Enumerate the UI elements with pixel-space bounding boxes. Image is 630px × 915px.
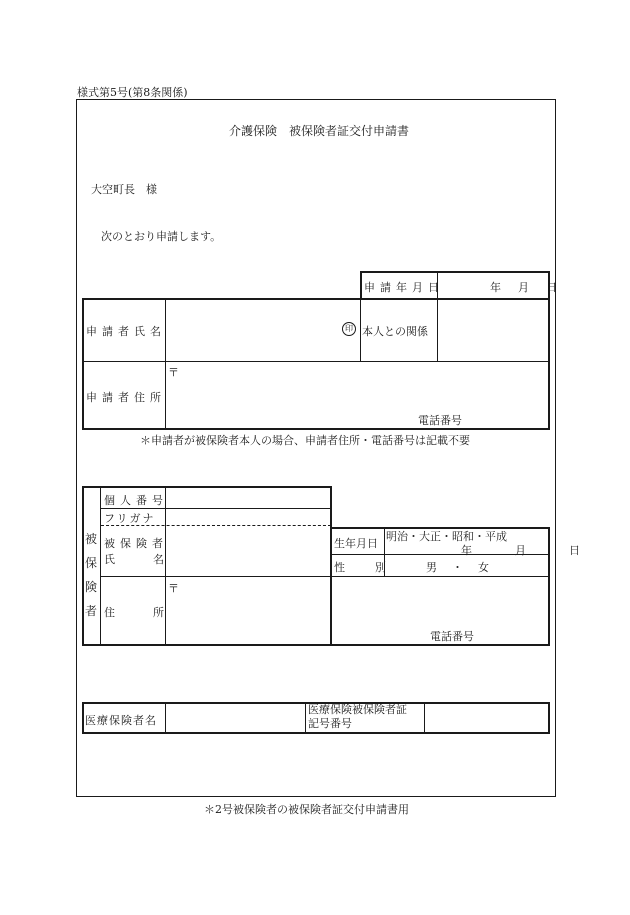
insured-name-label-2: 氏名	[104, 553, 202, 566]
applicant-address-label: 申請者住所	[86, 391, 166, 404]
relation-label: 本人との関係	[362, 325, 428, 338]
application-date-label: 申請年月日	[364, 281, 444, 294]
insured-name-label: 被保険者	[104, 537, 168, 550]
insured-side-label: 被 保 険 者	[85, 532, 98, 618]
insured-address-label: 住所	[104, 606, 202, 619]
applicant-name-field[interactable]	[167, 300, 337, 360]
medical-insurer-field[interactable]	[167, 704, 303, 732]
applicant-note: ＊申請者が被保険者本人の場合、申請者住所・電話番号は記載不要	[140, 434, 470, 447]
applicant-address-field[interactable]	[180, 364, 540, 404]
sex-label: 性別	[334, 561, 416, 574]
medical-insurer-label: 医療保険者名	[85, 714, 157, 727]
form-number: 様式第5号(第8条関係)	[77, 86, 188, 99]
birth-date-field[interactable]: 年 月 日	[461, 544, 596, 557]
form-title: 介護保険 被保険者証交付申請書	[229, 124, 410, 138]
seal-icon: 印	[342, 322, 356, 336]
addressee: 大空町長 様	[91, 183, 157, 196]
applicant-name-label: 申請者氏名	[86, 325, 166, 338]
footer-note: ＊2号被保険者の被保険者証交付申請書用	[204, 803, 409, 816]
insured-address-field[interactable]	[180, 580, 540, 620]
sex-options[interactable]: 男 ・ 女	[426, 561, 491, 574]
furigana-label: フリガナ	[104, 512, 156, 525]
intro-text: 次のとおり申請します。	[101, 230, 222, 243]
era-options[interactable]: 明治・大正・昭和・平成	[386, 530, 507, 543]
application-date-field[interactable]: 年 月 日	[490, 281, 560, 294]
form-frame	[76, 99, 556, 797]
personal-number-label: 個人番号	[104, 494, 168, 507]
furigana-field[interactable]	[167, 509, 327, 524]
insured-phone-label: 電話番号	[430, 630, 474, 643]
relation-field[interactable]	[439, 300, 547, 360]
birth-date-label: 生年月日	[334, 537, 378, 550]
insured-name-field[interactable]	[167, 527, 327, 575]
personal-number-field[interactable]	[167, 488, 327, 507]
medical-cert-label: 医療保険被保険者証 記号番号	[308, 703, 407, 730]
insured-postal-mark: 〒	[168, 582, 179, 595]
postal-mark: 〒	[168, 366, 179, 379]
applicant-phone-label: 電話番号	[418, 414, 462, 427]
medical-cert-field[interactable]	[426, 704, 548, 732]
